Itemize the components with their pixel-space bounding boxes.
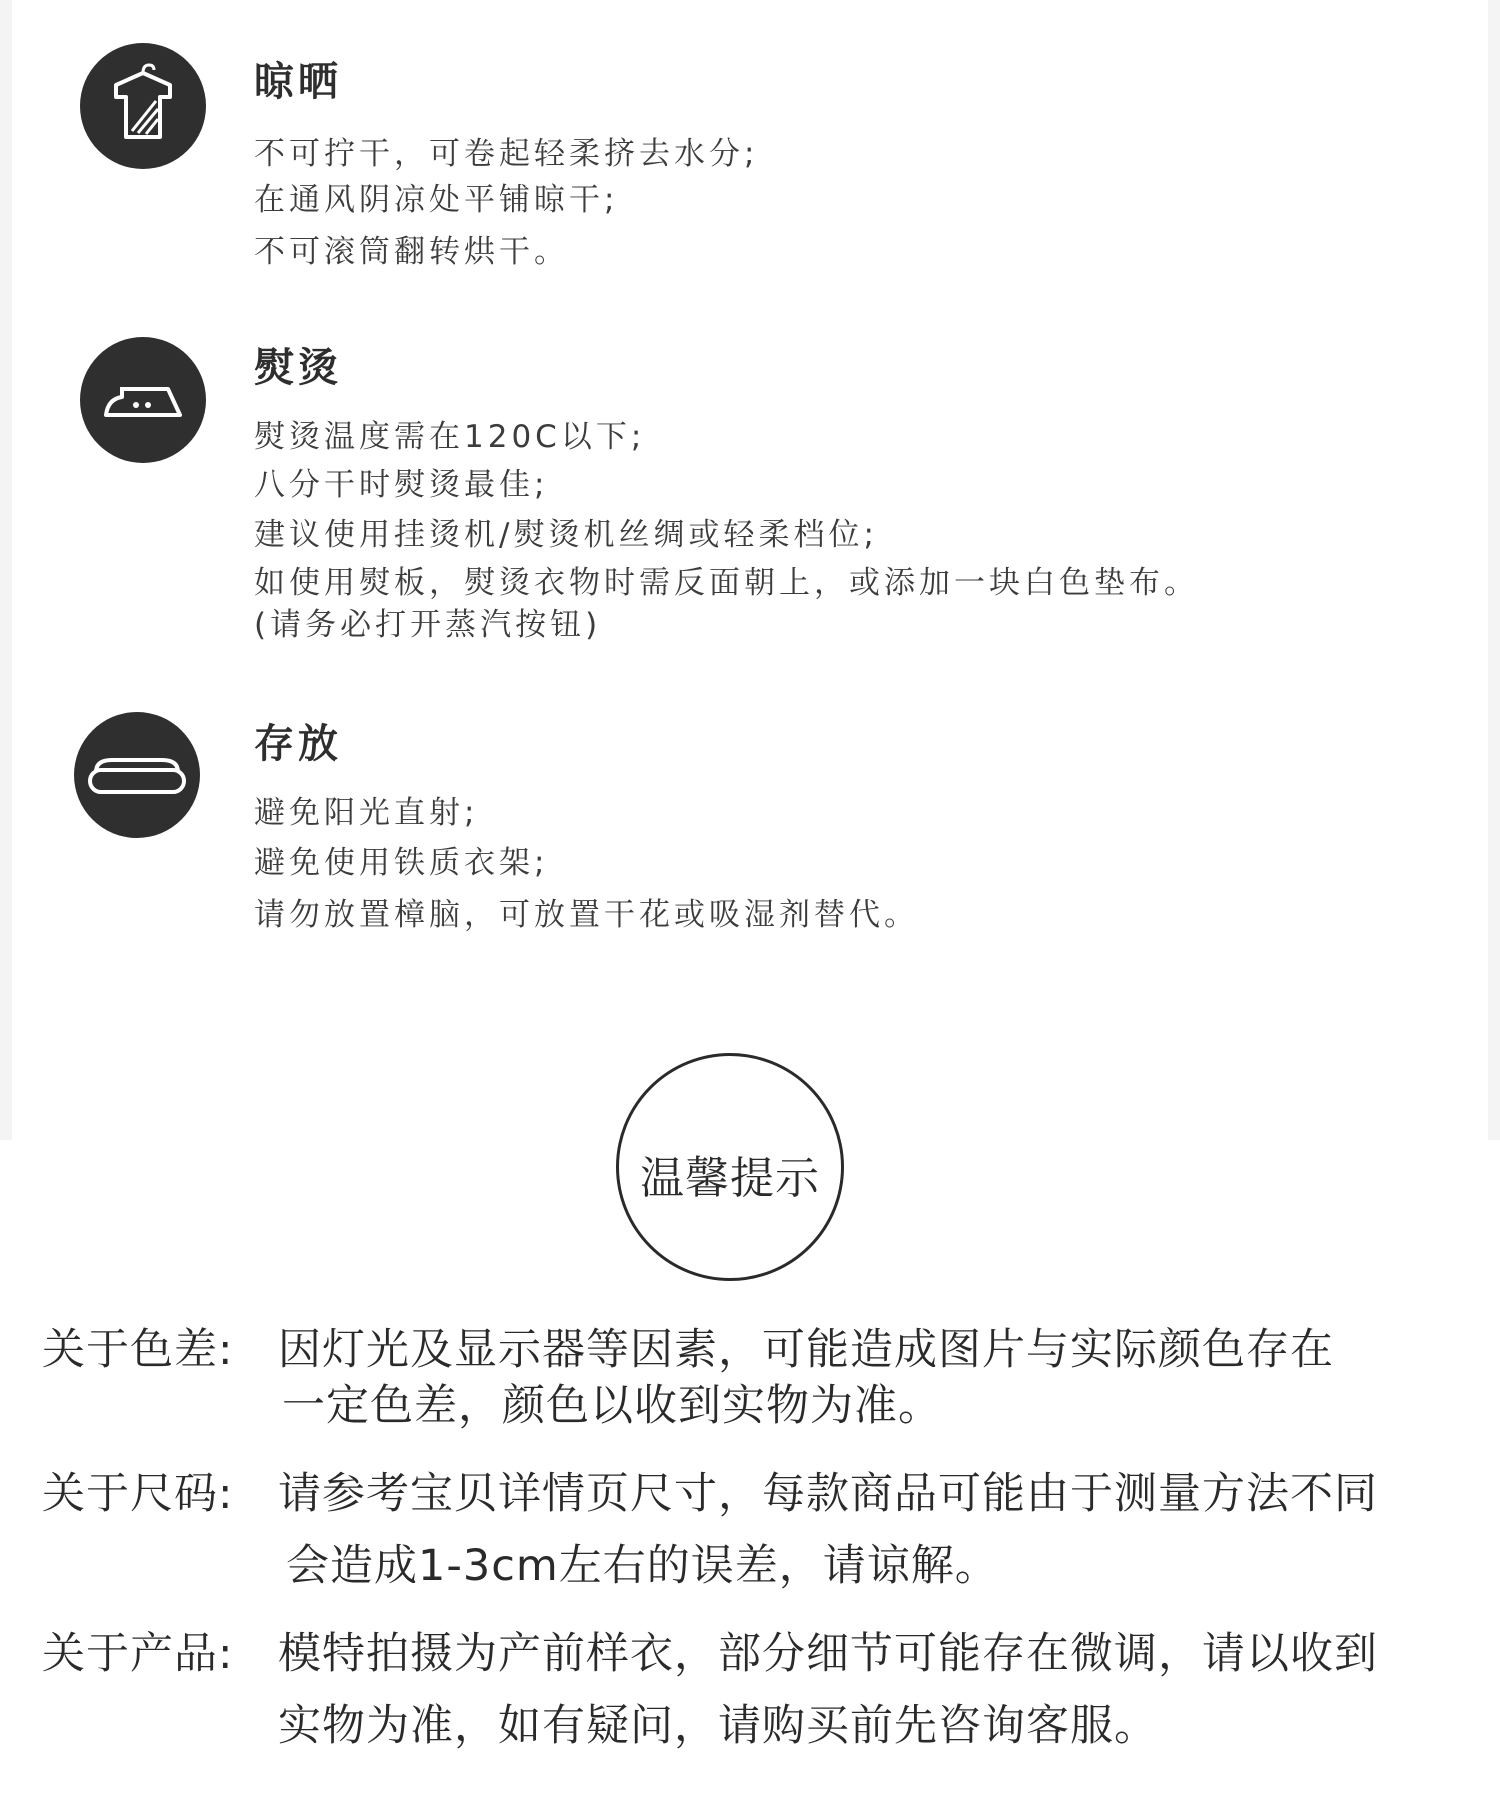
notice-line: 实物为准，如有疑问，请购买前先咨询客服。 (278, 1701, 1158, 1751)
notice-line: 一定色差，颜色以收到实物为准。 (282, 1381, 942, 1431)
care-lines-ironing (254, 411, 1199, 643)
notice-line: 请参考宝贝详情页尺寸，每款商品可能由于测量方法不同 (278, 1469, 1378, 1519)
care-line: 避免阳光直射; (254, 795, 479, 831)
warm-tips-title: 温馨提示 (640, 1153, 820, 1204)
notice-line: 会造成1-3cm左右的误差，请谅解。 (286, 1541, 999, 1591)
notice-label: 关于产品: (42, 1629, 234, 1679)
notice-label: 关于尺码: (42, 1469, 234, 1519)
care-lines-storage (254, 787, 919, 935)
folded-clothes-storage-icon (74, 712, 200, 838)
care-line: 在通风阴凉处平铺晾干; (254, 182, 619, 218)
notice-line: 模特拍摄为产前样衣，部分细节可能存在微调，请以收到 (278, 1629, 1378, 1679)
hanging-shirt-dry-icon (80, 43, 206, 169)
care-line: 避免使用铁质衣架; (254, 845, 549, 881)
care-title-drying: 晾晒 (254, 59, 342, 105)
care-line: 如使用熨板，熨烫衣物时需反面朝上，或添加一块白色垫布。 (254, 565, 1199, 601)
notice-label: 关于色差: (42, 1325, 234, 1375)
care-line: 请勿放置樟脑，可放置干花或吸湿剂替代。 (254, 897, 919, 933)
care-line: 八分干时熨烫最佳; (254, 467, 549, 503)
care-title-ironing: 熨烫 (254, 345, 342, 391)
care-line: 熨烫温度需在120C以下; (254, 419, 646, 455)
care-line: (请务必打开蒸汽按钮) (254, 607, 602, 643)
care-line: 建议使用挂烫机/熨烫机丝绸或轻柔档位; (254, 517, 878, 553)
iron-icon (80, 337, 206, 463)
care-title-storage: 存放 (254, 721, 342, 767)
notice-line: 因灯光及显示器等因素，可能造成图片与实际颜色存在 (278, 1325, 1334, 1375)
care-line: 不可滚筒翻转烘干。 (254, 234, 569, 270)
warm-tips-badge (616, 1053, 844, 1281)
care-line: 不可拧干，可卷起轻柔挤去水分; (254, 136, 759, 172)
care-lines-drying (254, 128, 758, 272)
